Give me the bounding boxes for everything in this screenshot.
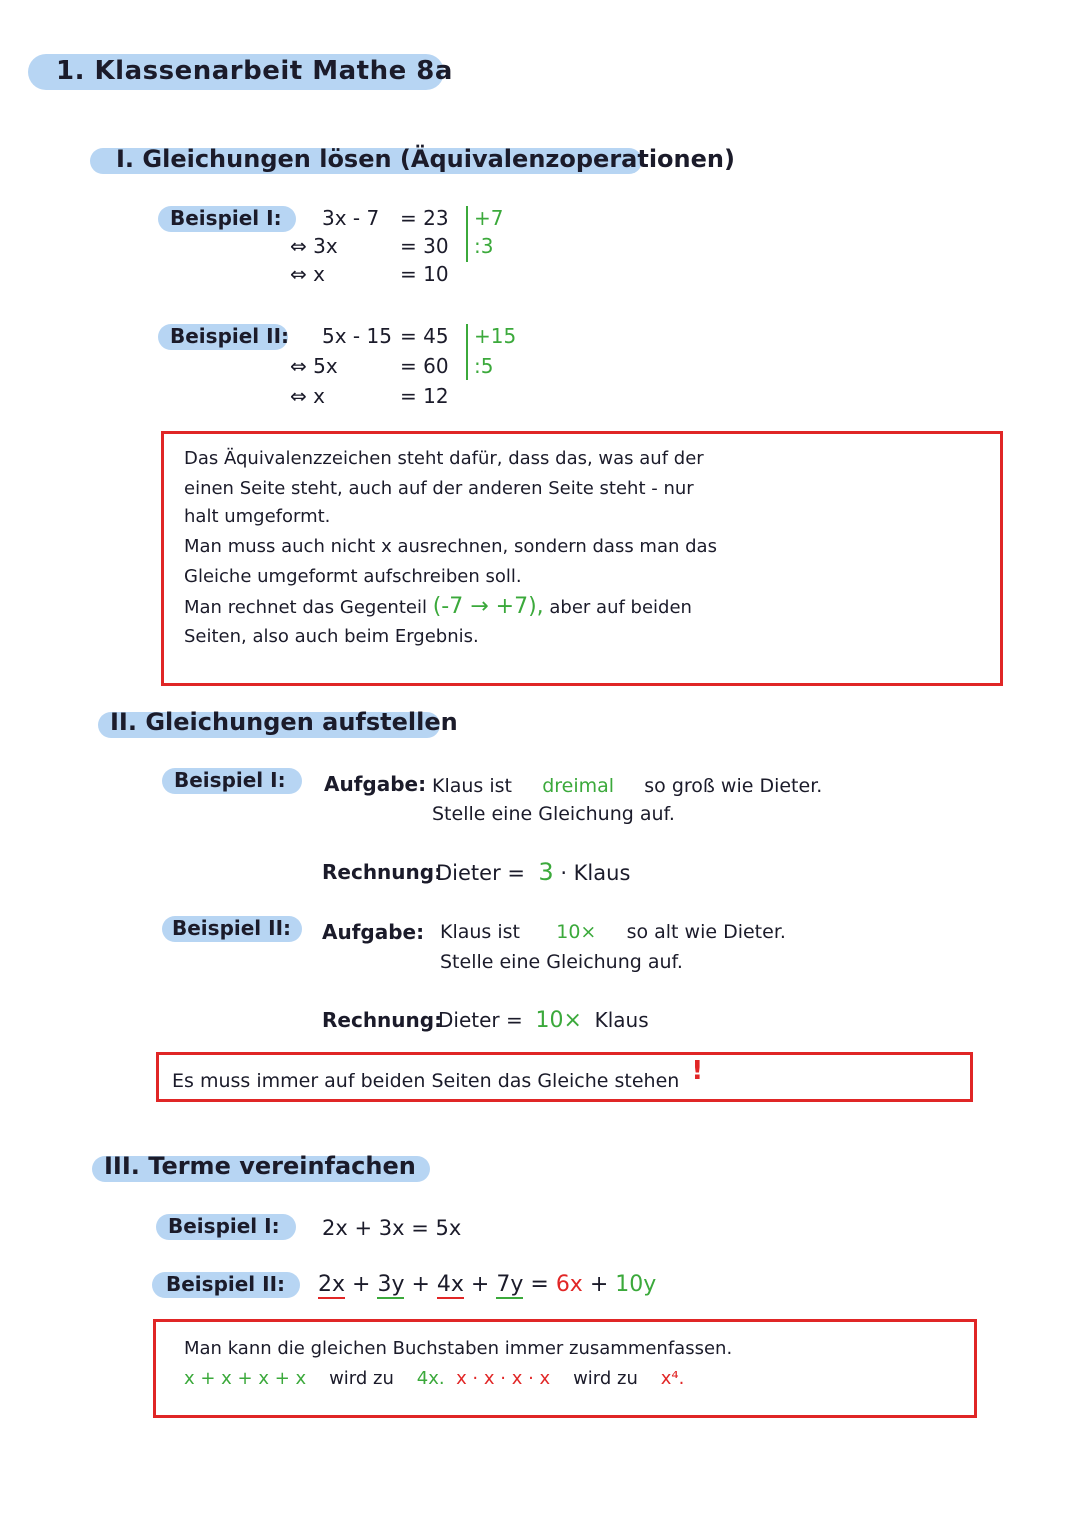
ex2-label: Beispiel II: <box>170 324 290 348</box>
s3-note-x-product: x · x · x · x <box>456 1368 551 1389</box>
ex1-line2-rhs: = 30 <box>400 234 449 258</box>
ex1-op-bar <box>466 206 468 262</box>
s3-ex2-expr <box>318 1272 656 1297</box>
s2-ex1-task-label: Aufgabe: <box>324 772 427 796</box>
s2-ex2-task-label: Aufgabe: <box>322 920 425 944</box>
ex2-line3-lhs: ⇔ x <box>290 384 325 408</box>
s2-ex1-label: Beispiel I: <box>174 768 286 792</box>
section1-note-line7: Seiten, also auch beim Ergebnis. <box>184 626 479 647</box>
section1-note-line6 <box>184 592 692 622</box>
s2-ex1-calc-b: 3 <box>538 858 554 886</box>
s2-ex2-task1-b: 10× <box>556 921 597 943</box>
s2-ex2-calc-b: 10× <box>535 1008 582 1033</box>
s3-ex2-label: Beispiel II: <box>166 1272 286 1296</box>
s2-ex2-calc-label: Rechnung: <box>322 1008 443 1032</box>
section3-note-line1: Man kann die gleichen Buchstaben immer zusammenfassen. <box>184 1338 733 1359</box>
section1-note-line5: Gleiche umgeformt aufschreiben soll. <box>184 566 522 587</box>
s3-term-7y: 7y <box>496 1272 524 1297</box>
s3-ex1-expr: 2x + 3x = 5x <box>322 1216 462 1240</box>
s3-result-6x: 6x <box>555 1272 583 1297</box>
s3-ex1-label: Beispiel I: <box>168 1214 280 1238</box>
ex2-line2-op: :5 <box>474 354 494 378</box>
s2-ex1-calc <box>436 858 630 886</box>
ex1-line2-lhs: ⇔ 3x <box>290 234 338 258</box>
ex1-line2-op: :3 <box>474 234 494 258</box>
s2-ex2-task-line1 <box>440 918 786 947</box>
s3-term-3y: 3y <box>377 1272 405 1297</box>
section1-note-line3: halt umgeformt. <box>184 506 331 527</box>
section1-note-line4: Man muss auch nicht x ausrechnen, sondern dass man das <box>184 536 717 557</box>
section2-heading: II. Gleichungen aufstellen <box>110 708 458 736</box>
section1-note-line6-a: Man rechnet das Gegenteil <box>184 597 427 618</box>
s3-note-becomes-2: wird zu <box>573 1368 638 1389</box>
section1-note-line1: Das Äquivalenzzeichen steht dafür, dass das, was auf der <box>184 448 704 469</box>
s3-note-becomes-1: wird zu <box>329 1368 394 1389</box>
s3-plus-3: + <box>463 1272 497 1297</box>
s3-plus-2: + <box>404 1272 437 1297</box>
s2-ex1-task-line2: Stelle eine Gleichung auf. <box>432 803 675 825</box>
s2-ex1-task-line1 <box>432 772 822 801</box>
s2-ex1-task1-a: Klaus ist <box>432 775 512 797</box>
s2-ex1-task1-b: dreimal <box>542 775 615 797</box>
s2-ex2-task1-a: Klaus ist <box>440 921 520 943</box>
ex1-line3-lhs: ⇔ x <box>290 262 325 286</box>
exclamation-mark-icon: ! <box>691 1056 704 1086</box>
s2-ex2-label: Beispiel II: <box>172 916 292 940</box>
section3-note-line2 <box>184 1364 684 1393</box>
ex2-op-bar <box>466 324 468 380</box>
s3-note-4x: 4x. <box>416 1368 445 1389</box>
s3-result-10y: 10y <box>615 1272 657 1297</box>
ex2-line1-rhs: = 45 <box>400 324 449 348</box>
s3-term-2x: 2x <box>318 1272 346 1297</box>
section1-note-line2: einen Seite steht, auch auf der anderen Seite steht - nur <box>184 478 694 499</box>
section1-heading: I. Gleichungen lösen (Äquivalenzoperationen) <box>116 145 735 173</box>
ex1-line1-lhs: 3x - 7 <box>322 206 380 230</box>
ex1-line3-rhs: = 10 <box>400 262 449 286</box>
ex2-line1-lhs: 5x - 15 <box>322 324 392 348</box>
ex1-line1-rhs: = 23 <box>400 206 449 230</box>
s3-term-4x: 4x <box>436 1272 464 1297</box>
s3-result-plus: + <box>582 1272 616 1297</box>
s3-note-x4: x⁴. <box>660 1368 685 1389</box>
page-title: 1. Klassenarbeit Mathe 8a <box>56 56 453 86</box>
s2-ex2-calc-a: Dieter = <box>438 1008 523 1032</box>
s2-ex2-task1-c: so alt wie Dieter. <box>626 921 786 943</box>
s2-ex2-calc-c: Klaus <box>594 1008 649 1032</box>
s3-equals: = <box>523 1272 556 1297</box>
s2-ex1-calc-label: Rechnung: <box>322 860 443 884</box>
ex1-label: Beispiel I: <box>170 206 282 230</box>
s2-ex2-task-line2: Stelle eine Gleichung auf. <box>440 951 683 973</box>
s2-ex1-calc-c: · Klaus <box>560 861 631 885</box>
s2-ex1-calc-a: Dieter = <box>436 861 525 885</box>
section1-note-line6-c: aber auf beiden <box>549 597 692 618</box>
s3-plus-1: + <box>345 1272 378 1297</box>
s2-ex2-calc <box>438 1008 649 1033</box>
ex2-line2-lhs: ⇔ 5x <box>290 354 338 378</box>
ex2-line3-rhs: = 12 <box>400 384 449 408</box>
ex1-line1-op: +7 <box>474 206 504 230</box>
s2-ex1-task1-c: so groß wie Dieter. <box>644 775 823 797</box>
ex2-line1-op: +15 <box>474 324 517 348</box>
section2-note <box>172 1056 704 1094</box>
ex2-line2-rhs: = 60 <box>400 354 449 378</box>
section1-note-line6-b: (-7 → +7), <box>432 594 544 619</box>
section2-note-text: Es muss immer auf beiden Seiten das Gleiche stehen <box>172 1070 680 1092</box>
section3-heading: III. Terme vereinfachen <box>104 1152 416 1180</box>
s3-note-x-sum: x + x + x + x <box>184 1368 307 1389</box>
